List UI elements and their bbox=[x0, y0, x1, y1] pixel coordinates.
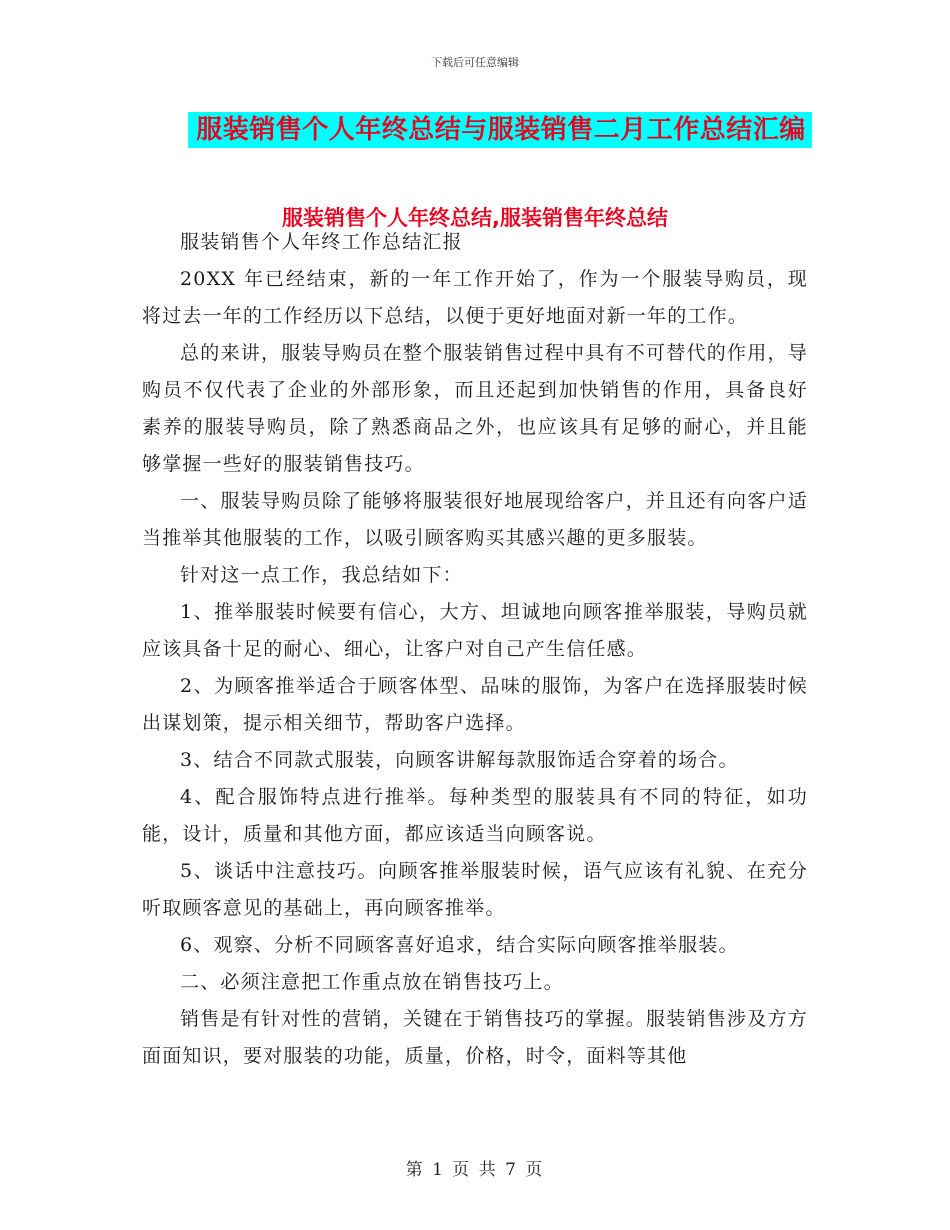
paragraph: 4、配合服饰特点进行推举。每种类型的服装具有不同的特征，如功能，设计，质量和其他方面，都应该适当向顾客说。 bbox=[142, 786, 808, 845]
page-number-footer: 第 1 页 共 7 页 bbox=[405, 1160, 545, 1180]
paragraph: 服装销售个人年终工作总结汇报 bbox=[180, 231, 463, 253]
document-title: 服装销售个人年终总结与服装销售二月工作总结汇编 bbox=[188, 112, 812, 148]
paragraph: 20XX 年已经结束，新的一年工作开始了，作为一个服装导购员，现将过去一年的工作经历以下总结，以便于更好地面对新一年的工作。 bbox=[142, 268, 808, 327]
page-header-note: 下载后可任意编辑 bbox=[431, 56, 519, 69]
paragraph: 3、结合不同款式服装，向顾客讲解每款服饰适合穿着的场合。 bbox=[180, 749, 739, 771]
paragraph: 二、必须注意把工作重点放在销售技巧上。 bbox=[180, 971, 564, 993]
paragraph: 一、服装导购员除了能够将服装很好地展现给客户，并且还有向客户适当推举其他服装的工作，以吸引顾客购买其感兴趣的更多服装。 bbox=[142, 490, 808, 549]
paragraph: 6、观察、分析不同顾客喜好追求，结合实际向顾客推举服装。 bbox=[180, 934, 739, 956]
paragraph: 总的来讲，服装导购员在整个服装销售过程中具有不可替代的作用，导购员不仅代表了企业的外部形象，而且还起到加快销售的作用，具备良好素养的服装导购员，除了熟悉商品之外，也应该具有足够的耐心，并且能够掌握一些好的服装销售技巧。 bbox=[142, 342, 808, 475]
paragraph: 针对这一点工作，我总结如下： bbox=[180, 564, 463, 586]
paragraph: 5、谈话中注意技巧。向顾客推举服装时候，语气应该有礼貌、在充分听取顾客意见的基础上，再向顾客推举。 bbox=[142, 860, 808, 919]
document-body bbox=[142, 224, 808, 1075]
section-title: 服装销售个人年终总结,服装销售年终总结 bbox=[282, 206, 668, 230]
paragraph: 2、为顾客推举适合于顾客体型、品味的服饰，为客户在选择服装时候出谋划策，提示相关细节，帮助客户选择。 bbox=[142, 675, 808, 734]
document-title-container bbox=[0, 112, 950, 148]
paragraph: 1、推举服装时候要有信心，大方、坦诚地向顾客推举服装，导购员就应该具备十足的耐心、细心，让客户对自己产生信任感。 bbox=[142, 601, 808, 660]
paragraph: 销售是有针对性的营销，关键在于销售技巧的掌握。服装销售涉及方方面面知识，要对服装的功能，质量，价格，时令，面料等其他 bbox=[142, 1008, 808, 1067]
